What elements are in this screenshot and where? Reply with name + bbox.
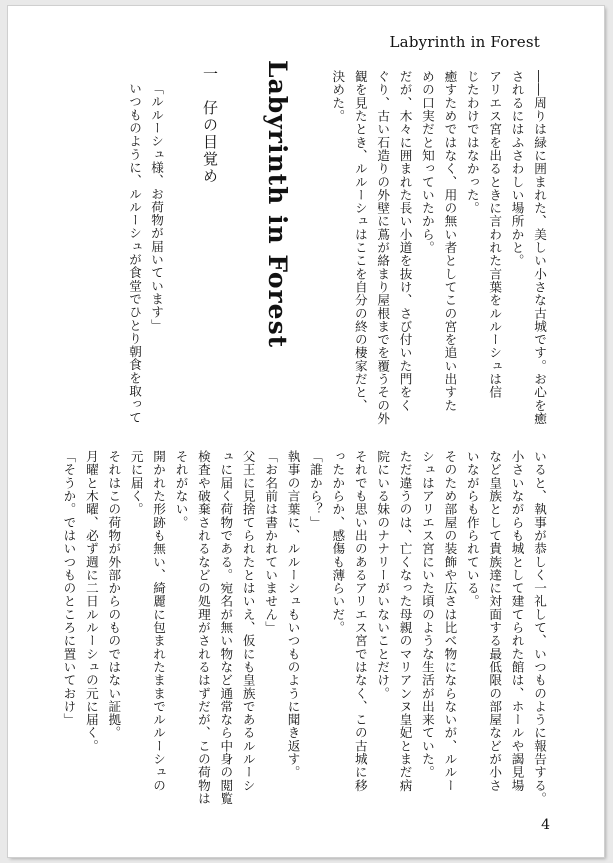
- text-line: シュはアリエス宮にいた頃のような生活が出来ていた。: [419, 450, 435, 779]
- text-line: ったからか、感傷も薄らいだ。: [330, 450, 346, 635]
- text-line: されるにはふさわしい場所かと。: [509, 70, 525, 268]
- text-line: だが、木々に囲まれた長い小道を抜け、さび付いた門をく: [397, 70, 413, 412]
- page-number: 4: [541, 817, 550, 833]
- lower-body-text: [57, 450, 550, 810]
- text-line: それがない。: [173, 450, 189, 529]
- text-line: ぐり、古い石造りの外壁に蔦が絡まり屋根までを覆うその外: [375, 70, 391, 426]
- text-line: 「誰から？」: [307, 450, 323, 529]
- text-line: じたわけではなかった。: [464, 70, 480, 215]
- text-line: 開かれた形跡も無い、綺麗に包まれたままでルルーシュの: [151, 450, 167, 792]
- text-line: 小さいながらも城として建てられた館は、ホールや謁見場: [509, 450, 525, 792]
- text-line: 観を見たとき、ルルーシュはここを自分の終の棲家だと、: [352, 70, 368, 412]
- text-line: それでも思い出のあるアリエス宮ではなく、この古城に移: [352, 450, 368, 792]
- text-line: それはこの荷物が外部からのものではない証拠。: [106, 450, 122, 740]
- text-line: 「お名前は書かれていません」: [263, 450, 279, 635]
- upper-left-text: [123, 82, 167, 422]
- text-line: 「そうか。ではいつものところに置いておけ」: [61, 450, 77, 727]
- text-line: 癒すためではなく、用の無い者としてこの宮を追い出すた: [442, 70, 458, 412]
- text-line: いつものように、ルルーシュが食堂でひとり朝食を取って: [127, 82, 142, 424]
- text-line: いながらも作られている。: [464, 450, 480, 608]
- document-page: [8, 6, 604, 857]
- text-line: 父王に見捨てられたとはいえ、仮にも皇族であるルルーシ: [240, 450, 256, 792]
- text-line: 院にいる妹のナナリーがいないことだけ。: [375, 450, 391, 700]
- text-line: 元に届く。: [128, 450, 144, 516]
- text-line: めの口実だと知っていたから。: [419, 70, 435, 255]
- text-line: ――周りは緑に囲まれた、美しい小さな古城です。お心を癒: [532, 70, 547, 426]
- running-header: Labyrinth in Forest: [389, 33, 540, 51]
- text-line: など皇族として貴族達に対面する最低限の部屋などが小さ: [487, 450, 503, 792]
- text-line: 月曜と木曜、必ず週に二日ルルーシュの元に届く。: [83, 450, 99, 753]
- text-line: 「ルルーシュ様、お荷物が届いています」: [149, 82, 164, 332]
- text-line: ただ違うのは、亡くなった母親のマリアンヌ皇妃とまだ病: [397, 450, 413, 792]
- text-line: そのため部屋の装飾や広さは比べ物にならないが、ルルー: [442, 450, 458, 792]
- upper-body-text: [326, 70, 550, 430]
- text-line: 検査や破棄されるなどの処理がされるはずだが、この荷物は: [195, 450, 211, 806]
- text-line: いると、執事が恭しく一礼して、いつものように報告する。: [532, 450, 547, 806]
- story-title: Labyrinth in Forest: [263, 60, 292, 349]
- text-line: 執事の言葉に、ルルーシュもいつものように聞き返す。: [285, 450, 301, 779]
- chapter-heading: 一 仔の目覚め: [201, 66, 219, 185]
- text-line: ュに届く荷物である。宛名が無い物など通常なら中身の閲覧: [218, 450, 234, 806]
- text-line: 決めた。: [330, 70, 346, 123]
- text-line: アリエス宮を出るときに言われた言葉をルルーシュは信: [487, 70, 503, 399]
